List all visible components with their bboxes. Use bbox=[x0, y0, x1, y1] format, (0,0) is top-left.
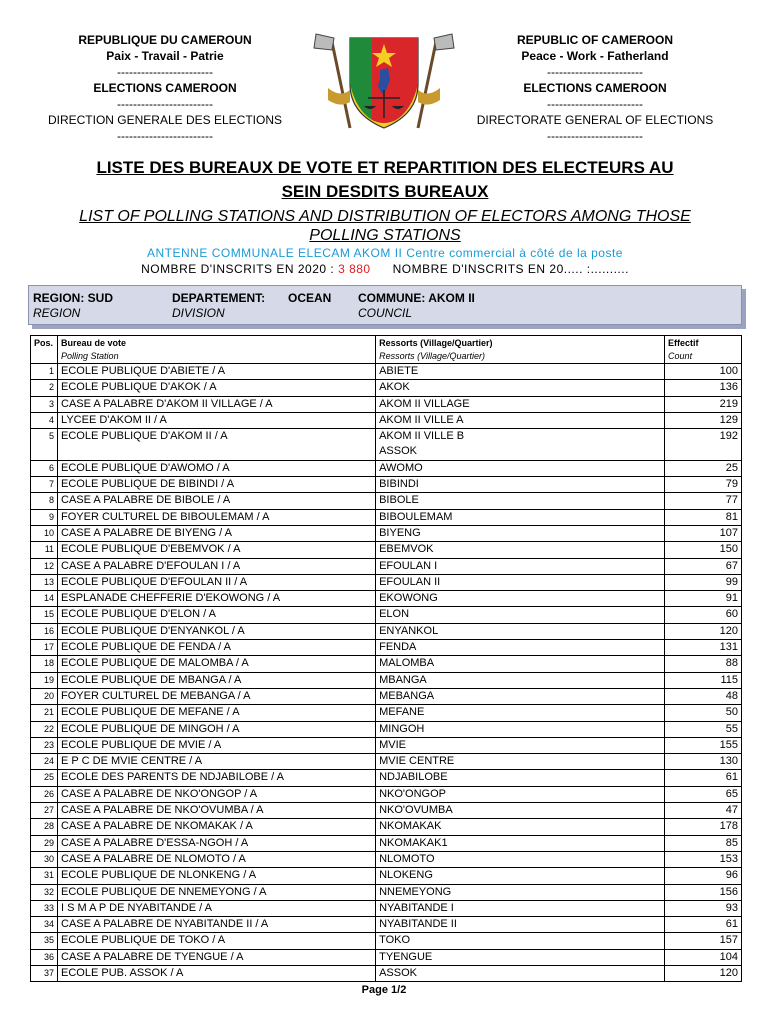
table-row bbox=[31, 574, 742, 590]
header-ressorts: Ressorts (Village/Quartier) Ressorts (Village/Quartier) bbox=[376, 336, 665, 364]
row-pos: 23 bbox=[31, 737, 58, 753]
row-count: 60 bbox=[665, 607, 742, 623]
row-ressort: NDJABILOBE bbox=[376, 770, 665, 786]
row-pos: 31 bbox=[31, 868, 58, 884]
commune-label: COMMUNE: AKOM II bbox=[358, 291, 475, 305]
inscrits-line bbox=[40, 262, 730, 276]
row-ressort: MBANGA bbox=[376, 672, 665, 688]
row-ressort: BIBINDI bbox=[376, 477, 665, 493]
row-pos: 12 bbox=[31, 558, 58, 574]
row-bureau: ECOLE PUBLIQUE D'AKOM II / A bbox=[58, 429, 376, 461]
row-ressort: AKOK bbox=[376, 380, 665, 396]
header-left bbox=[30, 32, 300, 144]
region-label: REGION: SUD bbox=[33, 291, 114, 305]
departement-value: OCEAN bbox=[288, 291, 332, 305]
table-row bbox=[31, 558, 742, 574]
row-pos: 4 bbox=[31, 412, 58, 428]
row-ressort: MINGOH bbox=[376, 721, 665, 737]
inscrits-other-label: NOMBRE D'INSCRITS EN 20..... :.......... bbox=[392, 262, 629, 276]
row-ressort: AKOM II VILLE B ASSOK bbox=[376, 429, 665, 461]
row-bureau: CASE A PALABRE DE NKOMAKAK / A bbox=[58, 819, 376, 835]
table-row bbox=[31, 770, 742, 786]
row-count: 79 bbox=[665, 477, 742, 493]
row-count: 99 bbox=[665, 574, 742, 590]
table-row bbox=[31, 525, 742, 541]
separator: ------------------------ bbox=[547, 129, 643, 143]
row-pos: 26 bbox=[31, 786, 58, 802]
table-row bbox=[31, 900, 742, 916]
row-pos: 11 bbox=[31, 542, 58, 558]
row-ressort: MALOMBA bbox=[376, 656, 665, 672]
motto-en: Peace - Work - Fatherland bbox=[521, 49, 669, 63]
row-count: 153 bbox=[665, 851, 742, 867]
row-bureau: CASE A PALABRE DE NYABITANDE II / A bbox=[58, 917, 376, 933]
document-title-en bbox=[40, 207, 730, 245]
separator: ------------------------ bbox=[117, 65, 213, 79]
row-ressort: NLOMOTO bbox=[376, 851, 665, 867]
row-ressort: MEBANGA bbox=[376, 688, 665, 704]
row-count: 150 bbox=[665, 542, 742, 558]
row-ressort: MEFANE bbox=[376, 705, 665, 721]
row-ressort: NYABITANDE II bbox=[376, 917, 665, 933]
header-pos: Pos. bbox=[31, 336, 58, 364]
table-row bbox=[31, 884, 742, 900]
row-count: 156 bbox=[665, 884, 742, 900]
row-bureau: CASE A PALABRE DE TYENGUE / A bbox=[58, 949, 376, 965]
row-bureau: CASE A PALABRE DE BIBOLE / A bbox=[58, 493, 376, 509]
row-ressort: FENDA bbox=[376, 640, 665, 656]
row-bureau: CASE A PALABRE DE BIYENG / A bbox=[58, 525, 376, 541]
row-count: 88 bbox=[665, 656, 742, 672]
row-bureau: ECOLE PUBLIQUE DE MBANGA / A bbox=[58, 672, 376, 688]
table-row bbox=[31, 917, 742, 933]
row-count: 120 bbox=[665, 965, 742, 981]
row-pos: 13 bbox=[31, 574, 58, 590]
row-bureau: ECOLE PUBLIQUE DE FENDA / A bbox=[58, 640, 376, 656]
row-pos: 28 bbox=[31, 819, 58, 835]
row-ressort: NNEMEYONG bbox=[376, 884, 665, 900]
cameroon-coat-of-arms-icon bbox=[310, 28, 458, 136]
table-row bbox=[31, 623, 742, 639]
motto-fr: Paix - Travail - Patrie bbox=[106, 49, 224, 63]
table-row bbox=[31, 737, 742, 753]
row-bureau: ECOLE PUBLIQUE DE NNEMEYONG / A bbox=[58, 884, 376, 900]
row-bureau: ECOLE PUBLIQUE D'AKOK / A bbox=[58, 380, 376, 396]
row-pos: 35 bbox=[31, 933, 58, 949]
table-row bbox=[31, 688, 742, 704]
directorate-en: DIRECTORATE GENERAL OF ELECTIONS bbox=[476, 113, 714, 127]
row-pos: 5 bbox=[31, 429, 58, 461]
row-count: 104 bbox=[665, 949, 742, 965]
row-ressort: ENYANKOL bbox=[376, 623, 665, 639]
row-pos: 25 bbox=[31, 770, 58, 786]
table-row bbox=[31, 364, 742, 380]
row-bureau: ECOLE PUBLIQUE DE TOKO / A bbox=[58, 933, 376, 949]
row-ressort: NLOKENG bbox=[376, 868, 665, 884]
row-ressort: EFOULAN II bbox=[376, 574, 665, 590]
row-bureau: FOYER CULTUREL DE MEBANGA / A bbox=[58, 688, 376, 704]
row-pos: 17 bbox=[31, 640, 58, 656]
row-count: 85 bbox=[665, 835, 742, 851]
row-count: 67 bbox=[665, 558, 742, 574]
row-count: 157 bbox=[665, 933, 742, 949]
table-row bbox=[31, 542, 742, 558]
row-ressort: NKOMAKAK1 bbox=[376, 835, 665, 851]
row-pos: 18 bbox=[31, 656, 58, 672]
row-pos: 2 bbox=[31, 380, 58, 396]
row-pos: 15 bbox=[31, 607, 58, 623]
row-pos: 20 bbox=[31, 688, 58, 704]
row-count: 219 bbox=[665, 396, 742, 412]
row-ressort: EFOULAN I bbox=[376, 558, 665, 574]
region-info-box bbox=[28, 285, 742, 325]
table-row bbox=[31, 656, 742, 672]
row-bureau: CASE A PALABRE DE NLOMOTO / A bbox=[58, 851, 376, 867]
table-row bbox=[31, 493, 742, 509]
row-bureau: ECOLE PUBLIQUE D'ABIETE / A bbox=[58, 364, 376, 380]
table-row bbox=[31, 965, 742, 981]
org-name-en: ELECTIONS CAMEROON bbox=[523, 81, 667, 95]
row-count: 192 bbox=[665, 429, 742, 461]
row-ressort: BIBOLE bbox=[376, 493, 665, 509]
row-pos: 24 bbox=[31, 754, 58, 770]
row-count: 96 bbox=[665, 868, 742, 884]
polling-stations-table bbox=[30, 335, 742, 982]
table-row bbox=[31, 460, 742, 476]
row-bureau: ECOLE PUBLIQUE D'ENYANKOL / A bbox=[58, 623, 376, 639]
row-pos: 22 bbox=[31, 721, 58, 737]
title-fr-line1: LISTE DES BUREAUX DE VOTE ET REPARTITION DES ELECTEURS AU bbox=[96, 158, 674, 177]
separator: ------------------------ bbox=[117, 97, 213, 111]
table-row bbox=[31, 412, 742, 428]
table-row bbox=[31, 477, 742, 493]
row-bureau: ECOLE PUBLIQUE D'EFOULAN II / A bbox=[58, 574, 376, 590]
row-ressort: ASSOK bbox=[376, 965, 665, 981]
row-bureau: CASE A PALABRE D'EFOULAN I / A bbox=[58, 558, 376, 574]
row-count: 55 bbox=[665, 721, 742, 737]
row-ressort: NYABITANDE I bbox=[376, 900, 665, 916]
directorate-fr: DIRECTION GENERALE DES ELECTIONS bbox=[47, 113, 283, 127]
row-bureau: ECOLE PUBLIQUE DE MVIE / A bbox=[58, 737, 376, 753]
row-pos: 32 bbox=[31, 884, 58, 900]
row-pos: 1 bbox=[31, 364, 58, 380]
row-ressort: AKOM II VILLE A bbox=[376, 412, 665, 428]
page-number: Page 1/2 bbox=[361, 984, 407, 996]
row-count: 130 bbox=[665, 754, 742, 770]
row-count: 129 bbox=[665, 412, 742, 428]
row-bureau: ESPLANADE CHEFFERIE D'EKOWONG / A bbox=[58, 591, 376, 607]
row-pos: 10 bbox=[31, 525, 58, 541]
title-en-line2: POLLING STATIONS bbox=[309, 227, 461, 244]
separator: ------------------------ bbox=[117, 129, 213, 143]
inscrits-2020-value: 3 880 bbox=[338, 262, 371, 276]
row-pos: 37 bbox=[31, 965, 58, 981]
table-row bbox=[31, 607, 742, 623]
table-row bbox=[31, 509, 742, 525]
row-bureau: ECOLE PUBLIQUE DE MEFANE / A bbox=[58, 705, 376, 721]
row-ressort: NKO'ONGOP bbox=[376, 786, 665, 802]
row-ressort: BIYENG bbox=[376, 525, 665, 541]
table-row bbox=[31, 754, 742, 770]
country-name-en: REPUBLIC OF CAMEROON bbox=[517, 33, 673, 47]
table-row bbox=[31, 705, 742, 721]
header-bureau: Bureau de vote Polling Station bbox=[58, 336, 376, 364]
row-bureau: ECOLE PUBLIQUE D'ELON / A bbox=[58, 607, 376, 623]
row-ressort: NKO'OVUMBA bbox=[376, 803, 665, 819]
row-count: 61 bbox=[665, 917, 742, 933]
table-row bbox=[31, 933, 742, 949]
row-ressort: EBEMVOK bbox=[376, 542, 665, 558]
row-count: 120 bbox=[665, 623, 742, 639]
table-row bbox=[31, 721, 742, 737]
row-bureau: ECOLE PUBLIQUE DE MALOMBA / A bbox=[58, 656, 376, 672]
row-bureau: ECOLE PUBLIQUE DE NLONKENG / A bbox=[58, 868, 376, 884]
row-pos: 6 bbox=[31, 460, 58, 476]
separator: ------------------------ bbox=[547, 65, 643, 79]
row-bureau: ECOLE PUBLIQUE DE BIBINDI / A bbox=[58, 477, 376, 493]
country-name-fr: REPUBLIQUE DU CAMEROUN bbox=[78, 33, 252, 47]
row-count: 25 bbox=[665, 460, 742, 476]
row-ressort-extra: ASSOK bbox=[379, 445, 417, 458]
row-count: 77 bbox=[665, 493, 742, 509]
row-bureau: CASE A PALABRE DE NKO'OVUMBA / A bbox=[58, 803, 376, 819]
row-ressort: EKOWONG bbox=[376, 591, 665, 607]
table-row bbox=[31, 851, 742, 867]
row-bureau: ECOLE PUB. ASSOK / A bbox=[58, 965, 376, 981]
row-bureau: LYCEE D'AKOM II / A bbox=[58, 412, 376, 428]
row-ressort: MVIE bbox=[376, 737, 665, 753]
row-pos: 34 bbox=[31, 917, 58, 933]
row-count: 93 bbox=[665, 900, 742, 916]
row-ressort: ELON bbox=[376, 607, 665, 623]
region-label-en: REGION bbox=[33, 306, 81, 320]
row-bureau: ECOLE PUBLIQUE D'EBEMVOK / A bbox=[58, 542, 376, 558]
separator: ------------------------ bbox=[547, 97, 643, 111]
row-ressort: AKOM II VILLAGE bbox=[376, 396, 665, 412]
row-pos: 16 bbox=[31, 623, 58, 639]
row-pos: 36 bbox=[31, 949, 58, 965]
antenne-address: ANTENNE COMMUNALE ELECAM AKOM II Centre commercial à côté de la poste bbox=[147, 246, 623, 260]
row-pos: 27 bbox=[31, 803, 58, 819]
table-row bbox=[31, 672, 742, 688]
row-bureau: E P C DE MVIE CENTRE / A bbox=[58, 754, 376, 770]
row-bureau: ECOLE DES PARENTS DE NDJABILOBE / A bbox=[58, 770, 376, 786]
row-count: 115 bbox=[665, 672, 742, 688]
title-fr-line2: SEIN DESDITS BUREAUX bbox=[281, 182, 489, 201]
table-row bbox=[31, 835, 742, 851]
table-row bbox=[31, 819, 742, 835]
header-effectif: Effectif Count bbox=[665, 336, 742, 364]
row-ressort: TYENGUE bbox=[376, 949, 665, 965]
inscrits-2020-label: NOMBRE D'INSCRITS EN 2020 : bbox=[141, 262, 339, 276]
row-pos: 30 bbox=[31, 851, 58, 867]
row-ressort: TOKO bbox=[376, 933, 665, 949]
row-count: 81 bbox=[665, 509, 742, 525]
row-pos: 21 bbox=[31, 705, 58, 721]
row-bureau: ECOLE PUBLIQUE D'AWOMO / A bbox=[58, 460, 376, 476]
row-count: 47 bbox=[665, 803, 742, 819]
row-bureau: ECOLE PUBLIQUE DE MINGOH / A bbox=[58, 721, 376, 737]
row-count: 100 bbox=[665, 364, 742, 380]
row-pos: 3 bbox=[31, 396, 58, 412]
row-ressort: ABIETE bbox=[376, 364, 665, 380]
row-pos: 19 bbox=[31, 672, 58, 688]
row-pos: 29 bbox=[31, 835, 58, 851]
table-row bbox=[31, 786, 742, 802]
row-count: 61 bbox=[665, 770, 742, 786]
table-row bbox=[31, 640, 742, 656]
row-ressort: NKOMAKAK bbox=[376, 819, 665, 835]
council-label-en: COUNCIL bbox=[358, 306, 413, 320]
row-bureau: CASE A PALABRE DE NKO'ONGOP / A bbox=[58, 786, 376, 802]
row-pos: 9 bbox=[31, 509, 58, 525]
row-bureau: CASE A PALABRE D'ESSA-NGOH / A bbox=[58, 835, 376, 851]
row-count: 65 bbox=[665, 786, 742, 802]
row-bureau: FOYER CULTUREL DE BIBOULEMAM / A bbox=[58, 509, 376, 525]
row-ressort: AWOMO bbox=[376, 460, 665, 476]
row-pos: 14 bbox=[31, 591, 58, 607]
row-count: 155 bbox=[665, 737, 742, 753]
row-bureau: I S M A P DE NYABITANDE / A bbox=[58, 900, 376, 916]
row-pos: 7 bbox=[31, 477, 58, 493]
division-label-en: DIVISION bbox=[172, 306, 225, 320]
row-count: 48 bbox=[665, 688, 742, 704]
row-count: 178 bbox=[665, 819, 742, 835]
table-row bbox=[31, 803, 742, 819]
table-row bbox=[31, 949, 742, 965]
table-header-row bbox=[31, 336, 742, 364]
departement-label: DEPARTEMENT: bbox=[172, 291, 266, 305]
row-count: 50 bbox=[665, 705, 742, 721]
row-count: 136 bbox=[665, 380, 742, 396]
table-row bbox=[31, 591, 742, 607]
document-title-fr bbox=[40, 156, 730, 204]
table-row bbox=[31, 380, 742, 396]
header-right bbox=[460, 32, 730, 144]
row-count: 107 bbox=[665, 525, 742, 541]
row-pos: 33 bbox=[31, 900, 58, 916]
row-pos: 8 bbox=[31, 493, 58, 509]
table-row bbox=[31, 868, 742, 884]
org-name-fr: ELECTIONS CAMEROON bbox=[93, 81, 237, 95]
row-bureau: CASE A PALABRE D'AKOM II VILLAGE / A bbox=[58, 396, 376, 412]
table-row bbox=[31, 396, 742, 412]
row-ressort: BIBOULEMAM bbox=[376, 509, 665, 525]
row-ressort: MVIE CENTRE bbox=[376, 754, 665, 770]
table-row bbox=[31, 429, 742, 461]
row-count: 131 bbox=[665, 640, 742, 656]
row-count: 91 bbox=[665, 591, 742, 607]
title-en-line1: LIST OF POLLING STATIONS AND DISTRIBUTION OF ELECTORS AMONG THOSE bbox=[79, 208, 691, 225]
